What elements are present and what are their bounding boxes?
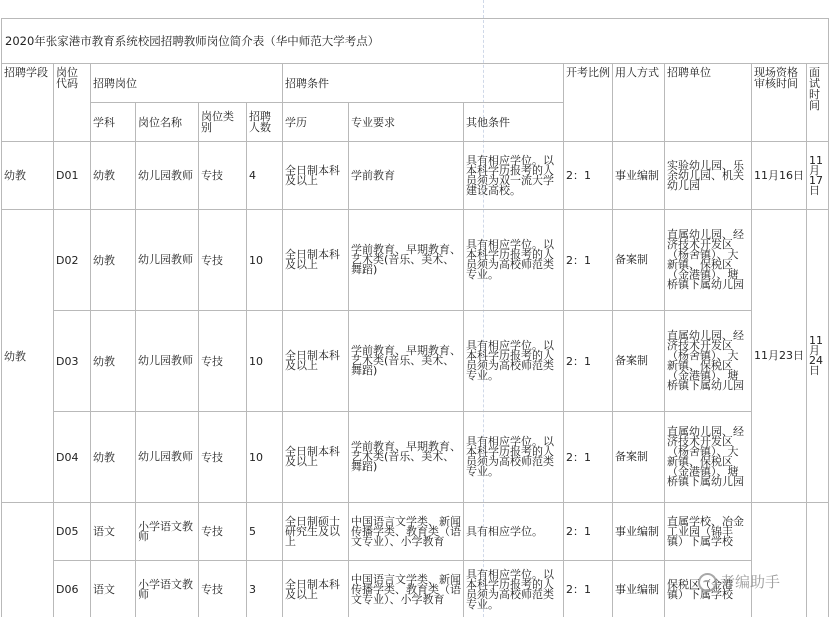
cell-count: 10 [247,311,283,412]
cell-major: 学前教育 [349,142,464,210]
cell-major: 学前教育、早期教育、艺术类(音乐、美术、舞蹈) [349,210,464,311]
header-exam-time: 面试时间 [807,64,829,142]
cell-position-name: 幼儿园教师 [136,412,199,503]
cell-code: D05 [54,503,91,561]
cell-position-name: 幼儿园教师 [136,142,199,210]
cell-subject: 幼教 [91,412,136,503]
watermark [698,571,780,592]
cell-method: 备案制 [613,311,665,412]
cell-position-name: 小学语文教师 [136,561,199,617]
header-position-group: 招聘岗位 [91,64,283,103]
cell-education: 全日制本科及以上 [283,311,349,412]
table-row [2,311,829,412]
cell-segment-empty [2,503,54,617]
header-conditions-group: 招聘条件 [283,64,564,103]
table-row [2,503,829,561]
cell-count: 10 [247,412,283,503]
header-category: 岗位类别 [199,103,247,142]
watermark-text: 考编助手 [720,573,781,591]
cell-method: 事业编制 [613,142,665,210]
cell-subject: 幼教 [91,210,136,311]
cell-education: 全日制本科及以上 [283,210,349,311]
positions-table [1,18,829,617]
wechat-icon [698,573,717,592]
header-segment: 招聘学段 [2,64,54,142]
cell-ratio: 2：1 [564,210,613,311]
cell-category: 专技 [199,142,247,210]
cell-method: 备案制 [613,210,665,311]
cell-ratio: 2：1 [564,561,613,617]
cell-review: 11月16日 [752,142,807,210]
cell-method: 事业编制 [613,561,665,617]
cell-ratio: 2：1 [564,412,613,503]
cell-subject: 语文 [91,561,136,617]
cell-ratio: 2：1 [564,311,613,412]
cell-position-name: 幼儿园教师 [136,311,199,412]
cell-exam: 11月24日 [807,210,829,503]
header-ratio: 开考比例 [564,64,613,142]
table-row [2,210,829,311]
header-unit: 招聘单位 [665,64,752,142]
cell-code: D01 [54,142,91,210]
cell-subject: 语文 [91,503,136,561]
cell-code: D03 [54,311,91,412]
cell-unit: 保税区（金港镇）下属学校 [665,561,752,617]
header-other: 其他条件 [464,103,564,142]
cell-major: 中国语言文学类、新闻传播学类、教育类（语文专业）、小学教育 [349,561,464,617]
cell-count: 3 [247,561,283,617]
cell-position-name: 小学语文教师 [136,503,199,561]
cell-unit: 直属幼儿园、经济技术开发区（杨舍镇）、大新镇、保税区（金港镇）、塘桥镇下属幼儿园 [665,412,752,503]
cell-code: D06 [54,561,91,617]
header-hiring-method: 用人方式 [613,64,665,142]
cell-major: 学前教育、早期教育、艺术类(音乐、美术、舞蹈) [349,412,464,503]
header-code: 岗位代码 [54,64,91,142]
cell-exam: 11月17日 [807,142,829,210]
cell-category: 专技 [199,311,247,412]
cell-unit: 直属幼儿园、经济技术开发区（杨舍镇）、大新镇、保税区（金港镇）、塘桥镇下属幼儿园 [665,311,752,412]
cell-subject: 幼教 [91,142,136,210]
cell-subject: 幼教 [91,311,136,412]
header-subject: 学科 [91,103,136,142]
header-review-time: 现场资格审核时间 [752,64,807,142]
cell-segment: 幼教 [2,210,54,503]
cell-code: D04 [54,412,91,503]
cell-count: 4 [247,142,283,210]
header-position-name: 岗位名称 [136,103,199,142]
header-count: 招聘人数 [247,103,283,142]
table-row [2,142,829,210]
cell-method: 备案制 [613,412,665,503]
cell-category: 专技 [199,503,247,561]
cell-education: 全日制本科及以上 [283,142,349,210]
cell-review: 11月23日 [752,210,807,503]
cell-ratio: 2：1 [564,142,613,210]
cell-ratio: 2：1 [564,503,613,561]
cell-other: 具有相应学位。 [464,503,564,561]
cell-review-empty [752,503,807,617]
cell-major: 学前教育、早期教育、艺术类(音乐、美术、舞蹈) [349,311,464,412]
cell-education: 全日制本科及以上 [283,561,349,617]
cell-position-name: 幼儿园教师 [136,210,199,311]
cell-count: 10 [247,210,283,311]
cell-education: 全日制硕士研究生及以上 [283,503,349,561]
cell-exam-empty [807,503,829,617]
cell-category: 专技 [199,210,247,311]
cell-count: 5 [247,503,283,561]
table-title: 2020年张家港市教育系统校园招聘教师岗位简介表（华中师范大学考点） [2,19,829,64]
header-education: 学历 [283,103,349,142]
cell-category: 专技 [199,561,247,617]
cell-education: 全日制本科及以上 [283,412,349,503]
cell-unit: 实验幼儿园、乐余幼儿园、机关幼儿园 [665,142,752,210]
cell-method: 事业编制 [613,503,665,561]
cell-category: 专技 [199,412,247,503]
cell-other: 具有相应学位。以本科学历报考的人员须为高校师范类专业。 [464,311,564,412]
cell-segment: 幼教 [2,142,54,210]
table-row [2,412,829,503]
cell-major: 中国语言文学类、新闻传播学类、教育类（语文专业）、小学教育 [349,503,464,561]
cell-other: 具有相应学位。以本科学历报考的人员须为高校师范类专业。 [464,412,564,503]
cell-unit: 直属学校、冶金工业园（锦丰镇）下属学校 [665,503,752,561]
cell-other: 具有相应学位。以本科学历报考的人员须为双一流大学建设高校。 [464,142,564,210]
cell-unit: 直属幼儿园、经济技术开发区（杨舍镇）、大新镇、保税区（金港镇）、塘桥镇下属幼儿园 [665,210,752,311]
cell-other: 具有相应学位。以本科学历报考的人员须为高校师范类专业。 [464,561,564,617]
header-major: 专业要求 [349,103,464,142]
cell-code: D02 [54,210,91,311]
cell-other: 具有相应学位。以本科学历报考的人员须为高校师范类专业。 [464,210,564,311]
